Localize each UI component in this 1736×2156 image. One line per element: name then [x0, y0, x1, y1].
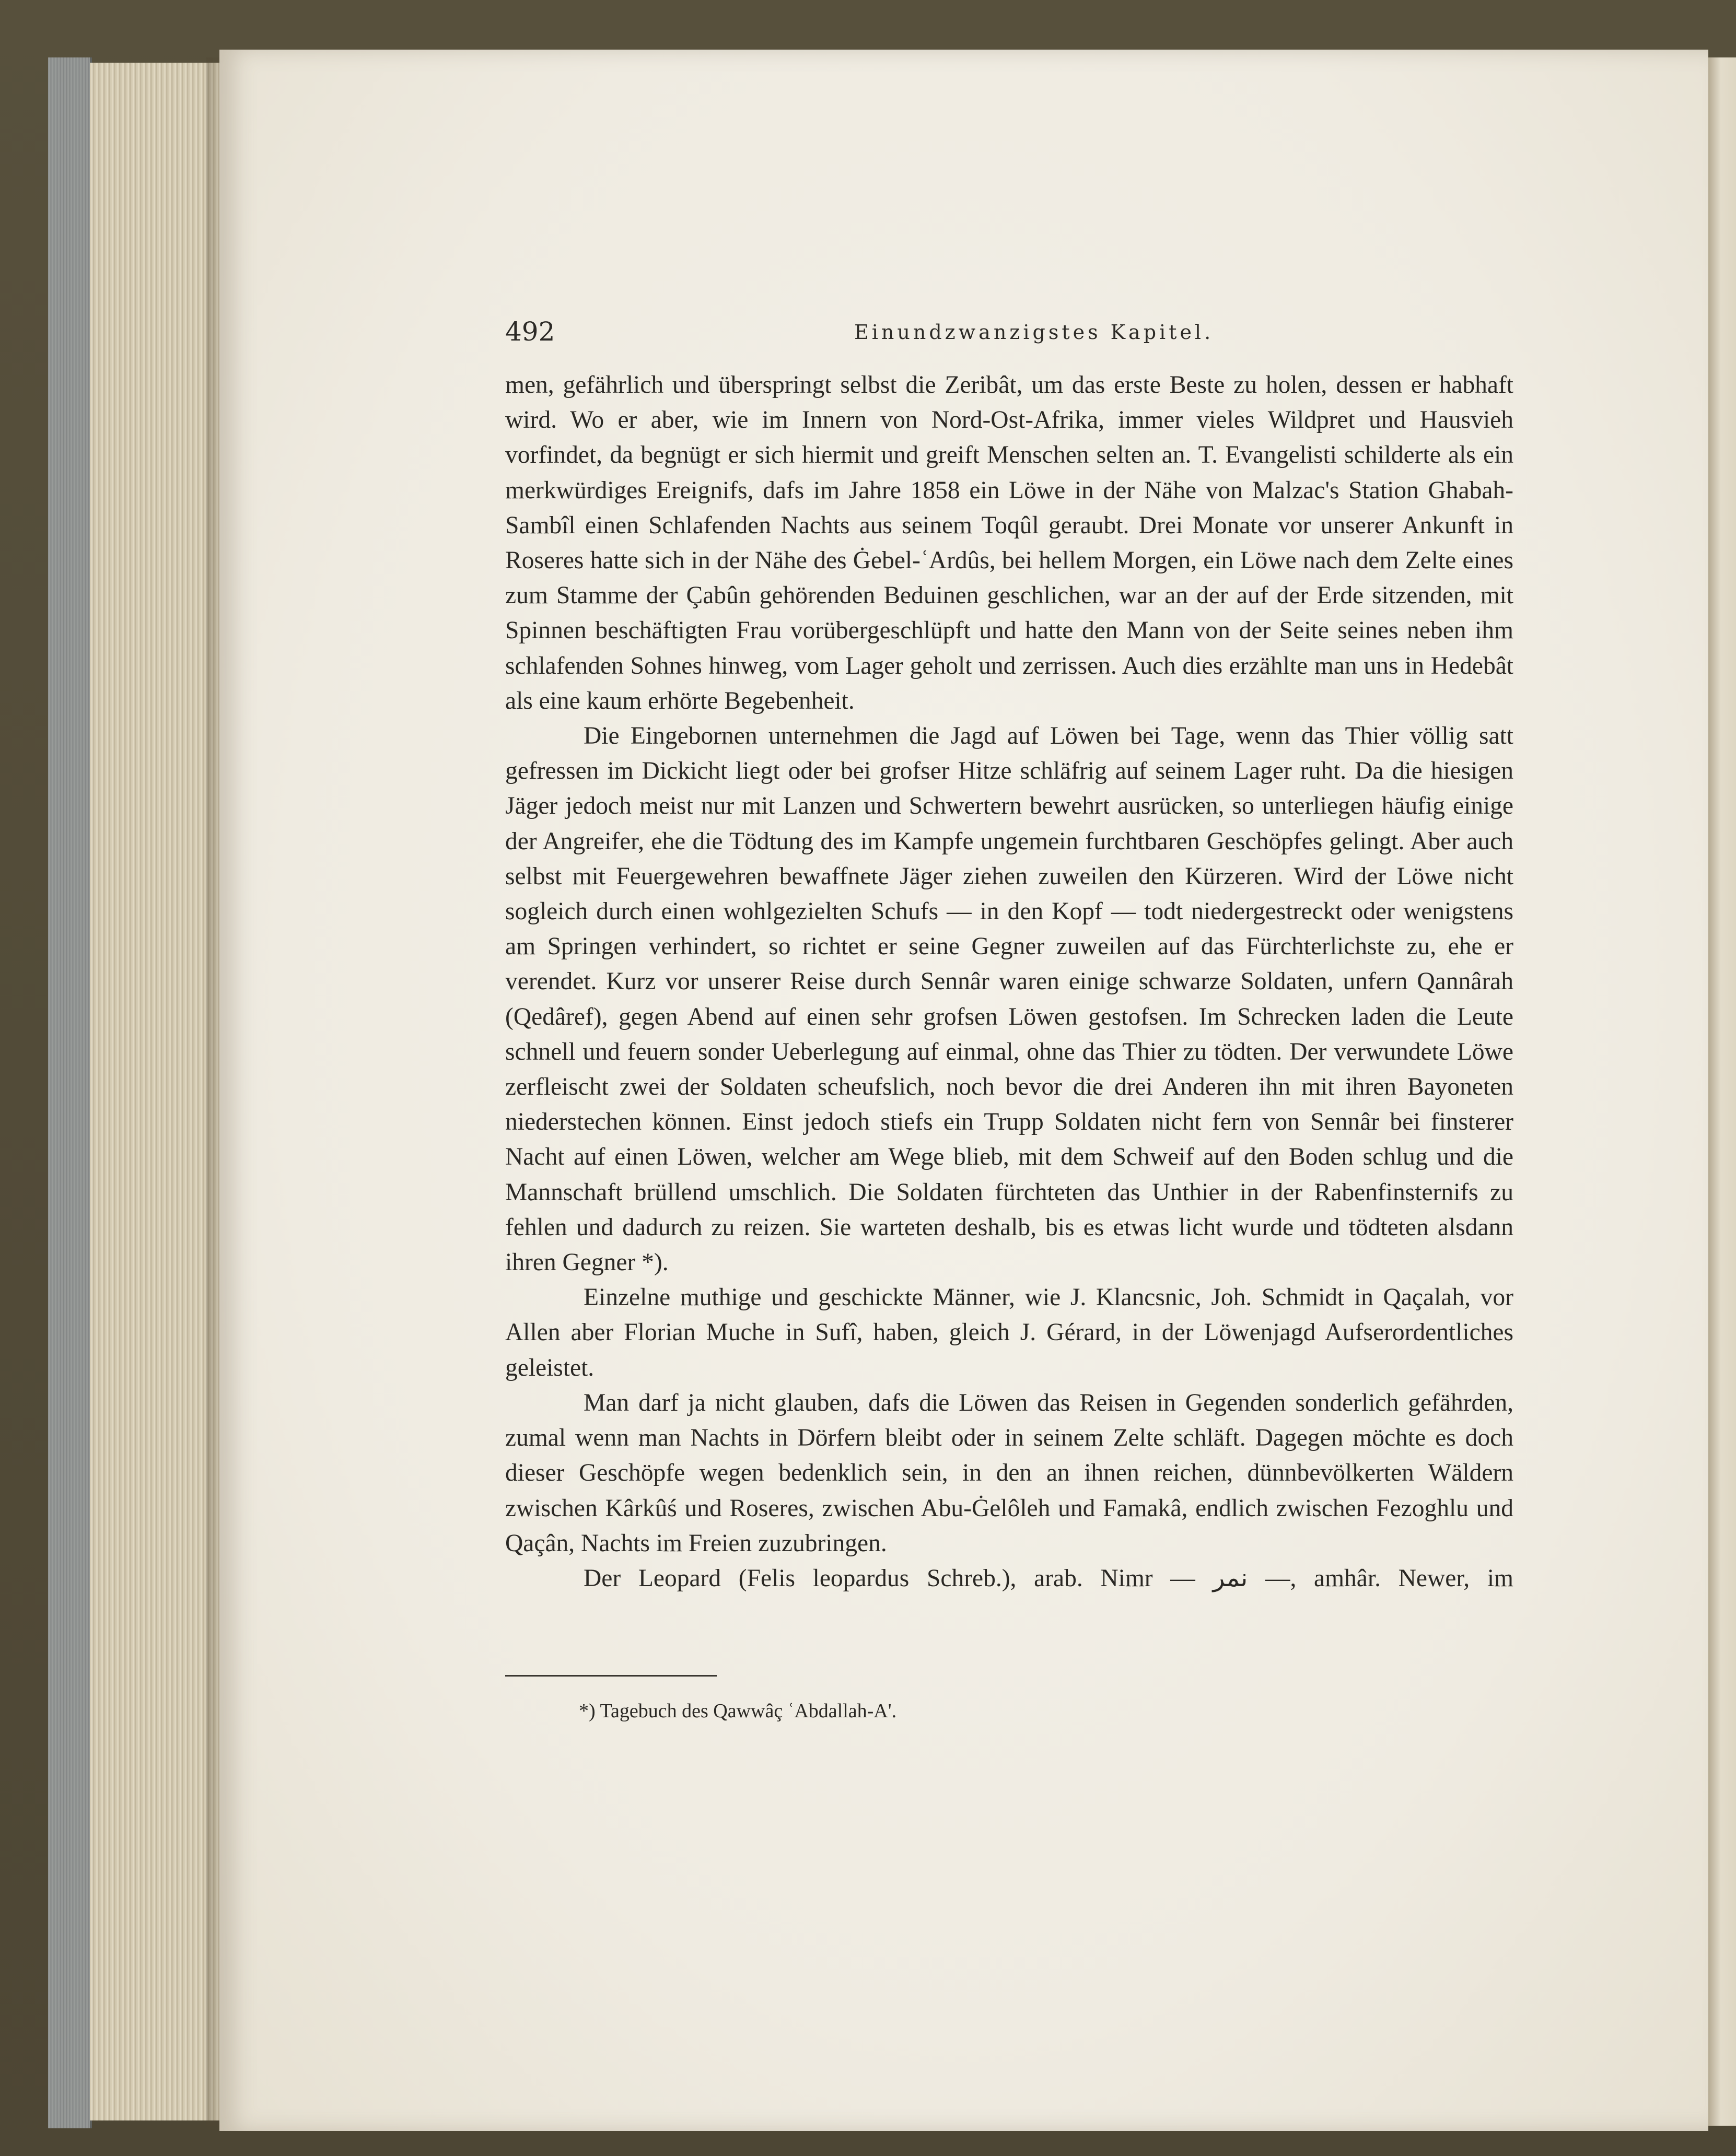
- paragraph-4: Man darf ja nicht glauben, dafs die Löwen das Reisen in Gegenden sonderlich gefährden, zumal wenn man Nachts in Dörfern bleibt oder in seinem Zelte schläft. Dagegen möchte es doch dieser Geschöpfe wegen bedenklich sein, in den an ihnen reichen, dünnbevölkerten Wäldern zwischen Kârkûś und Roseres, zwischen Abu-Ġelôleh und Famakâ, endlich zwischen Fezoghlu und Qaçân, Nachts im Freien zuzubringen.: [505, 1389, 1513, 1557]
- footnote: *) Tagebuch des Qawwâç ʿAbdallah-A'.: [579, 1700, 897, 1722]
- book-cover-edge: [48, 57, 92, 2128]
- page-number: 492: [505, 317, 555, 347]
- page-header: [505, 317, 1524, 358]
- paragraph-1: men, gefährlich und überspringt selbst die Zeribât, um das erste Beste zu holen, dessen er habhaft wird. Wo er aber, wie im Innern von Nord-Ost-Afrika, immer vieles Wildpret und Hausvieh vorfindet, da begnügt er sich hiermit und greift Menschen selten an. T. Evangelisti schilderte als ein merkwürdiges Ereignifs, dafs im Jahre 1858 ein Löwe in der Nähe von Malzac's Station Ghabah-Sambîl einen Schlafenden Nachts aus seinem Toqûl geraubt. Drei Monate vor unserer Ankunft in Roseres hatte sich in der Nähe des Ġebel-ʿArdûs, bei hellem Morgen, ein Löwe nach dem Zelte eines zum Stamme der Çabûn gehörenden Beduinen geschlichen, war an der auf der Erde sitzenden, mit Spinnen beschäftigten Frau vorübergeschlüpft und hatte den Mann von der Seite seines neben ihm schlafenden Sohnes hinweg, vom Lager geholt und zerrissen. Auch dies erzählte man uns in Hedebât als eine kaum erhörte Begebenheit.: [505, 371, 1513, 714]
- paragraph-5: Der Leopard (Felis leopardus Schreb.), arab. Nimr — نمر —, amhâr. Newer, im: [584, 1564, 1513, 1592]
- paragraph-3: Einzelne muthige und geschickte Männer, wie J. Klancsnic, Joh. Schmidt in Qaçalah, vor Allen aber Florian Muche in Sufî, haben, gleich J. Gérard, in der Löwenjagd Aufserordentliches geleistet.: [505, 1284, 1513, 1381]
- facing-page-edge: [1708, 57, 1736, 2126]
- paragraph-2: Die Eingebornen unternehmen die Jagd auf Löwen bei Tage, wenn das Thier völlig satt gefressen im Dickicht liegt oder bei grofser Hitze schläfrig auf seinem Lager ruht. Da die hiesigen Jäger jedoch meist nur mit Lanzen und Schwertern bewehrt ausrücken, so unterliegen häufig einige der Angreifer, ehe die Tödtung des im Kampfe ungemein furchtbaren Geschöpfes gelingt. Aber auch selbst mit Feuergewehren bewaffnete Jäger ziehen zuweilen den Kürzeren. Wird der Löwe nicht sogleich durch einen wohlgezielten Schufs — in den Kopf — todt niedergestreckt oder wenigstens am Springen verhindert, so richtet er seine Gegner zuweilen auf das Fürchterlichste zu, ehe er verendet. Kurz vor unserer Reise durch Sennâr waren einige schwarze Soldaten, unfern Qannârah (Qedâref), gegen Abend auf einen sehr grofsen Löwen gestofsen. Im Schrecken laden die Leute schnell und feuern sonder Ueberlegung auf einmal, ohne das Thier zu tödten. Der verwundete Löwe zerfleischt zwei der Soldaten scheufslich, noch bevor die drei Anderen ihn mit ihren Bayoneten niederstechen können. Einst jedoch stiefs ein Trupp Soldaten nicht fern von Sennâr bei finsterer Nacht auf einen Löwen, welcher am Wege blieb, mit dem Schweif auf den Boden schlug und die Mannschaft brüllend umschlich. Die Soldaten fürchteten das Unthier in der Rabenfinsternifs zu fehlen und dadurch zu reizen. Sie warteten deshalb, bis es etwas licht wurde und tödteten alsdann ihren Gegner *).: [505, 722, 1513, 1276]
- page-stack-edge: [90, 63, 220, 2120]
- body-text: [505, 368, 1513, 1596]
- running-title: Einundzwanzigstes Kapitel.: [854, 321, 1214, 344]
- footnote-rule: [505, 1675, 717, 1677]
